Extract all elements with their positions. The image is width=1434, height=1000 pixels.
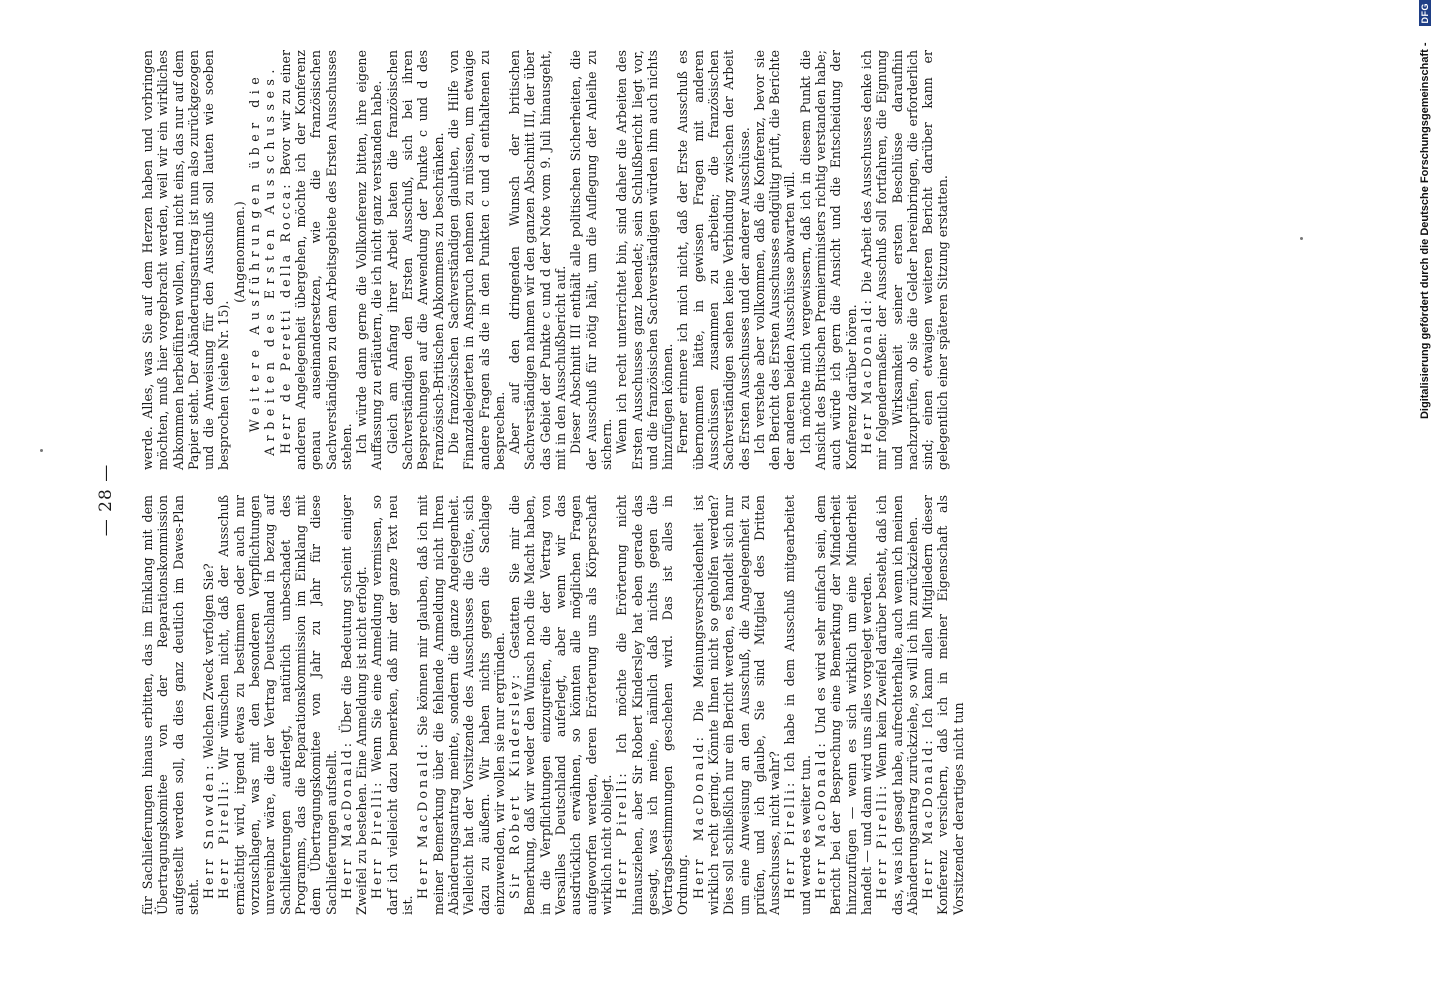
scan-speck xyxy=(40,449,43,452)
paragraph xyxy=(507,50,568,470)
paragraph xyxy=(813,495,874,915)
speaker-name: Herr de Peretti della Rocca: xyxy=(277,181,293,454)
paragraph xyxy=(752,50,798,470)
paragraph-text: Über die Bedeutung scheint einiger Zweifel zu bestehen. Eine Anmeldung ist nicht erfolgt. xyxy=(338,495,370,915)
paragraph xyxy=(507,495,614,915)
paragraph xyxy=(614,495,690,915)
paragraph xyxy=(568,50,614,470)
paragraph-text: Gestatten Sie mir die Bemerkung, daß wir weder den Wunsch noch die Macht haben, in die Verpflichtungen einzugreifen, die der Vertrag von Versailles Deutschland auferlegt, aber wenn wir das ausdrücklich erwähnen, so könnten alle möglichen Fragen aufgeworfen werden, deren Erörterung uns als Körperschaft wirklich nicht obliegt. xyxy=(507,495,614,915)
paragraph-text: Bevor wir zu einer anderen Angelegenheit übergehen, möchte ich der Konferenz genau auseinandersetzen, wie die französischen Sachverständigen zu dem Arbeitsgebiete des Ersten Ausschusses stehen. xyxy=(277,50,354,470)
paragraph-text: Ich würde dann gerne die Vollkonferenz bitten, ihre eigene Auffassung zu erläutern, die ich nicht ganz verstanden habe. xyxy=(354,50,385,470)
speaker-name: Herr Pirelli: xyxy=(782,779,798,899)
paragraph xyxy=(691,495,783,915)
left-text-column xyxy=(140,495,966,915)
right-text-column xyxy=(140,50,951,470)
paragraph xyxy=(874,495,920,915)
speaker-name: Herr Snowden: xyxy=(201,762,217,899)
paragraph-text: Die Arbeit des Ausschusses denke ich mir folgendermaßen: der Ausschuß soll fortfahren, die Eignung und Wirksamkeit seiner ersten Beschlüsse daraufhin nachzuprüfen, ob sie die Gelder hereinbringen, die erforderlich sind; einen etwaigen weiteren Bericht darüber kann er gelegentlich einer späteren Sitzung erstatten. xyxy=(858,50,951,470)
scan-speck xyxy=(1300,237,1303,240)
paragraph-text: Ferner erinnere ich mich nicht, daß der Erste Ausschuß es übernommen hätte, in gewissen Fragen mit anderen Ausschüssen zusammen zu arbeiten; die französischen Sachverständigen sehen keine Verbindung zwischen der Arbeit des Ersten Ausschusses und der anderer Ausschüsse. xyxy=(675,50,752,470)
paragraph-text: Dieser Abschnitt III enthält alle politischen Sicherheiten, die der Ausschuß für nötig hält, um die Auflegung der Anleihe zu sichern. xyxy=(568,50,614,470)
paragraph-text: Sie können mir glauben, daß ich mit meiner Bemerkung über die fehlende Anmeldung nicht Ihren Abänderungsantrag meinte, sondern die ganze Angelegenheit. Vielleicht hat der Vorsitzende des Ausschusses die Güte, sich dazu zu äußern. Wir haben nichts gegen die Sachlage einzuwenden, wir wollen sie nur ergründen. xyxy=(415,495,507,915)
paragraph xyxy=(385,50,446,470)
speaker-name: Herr MacDonald: xyxy=(813,740,829,899)
paragraph xyxy=(232,50,247,470)
paragraph-text: Gleich am Anfang ihrer Arbeit baten die französischen Sachverständigen den Ersten Ausschuß, sich bei ihren Besprechungen auf die Anwendung der Punkte c und d des Französisch-Britischen Abkommens zu beschränken. xyxy=(384,50,446,470)
paragraph-text: Ich habe in dem Ausschuß mitgearbeitet und werde es weiter tun. xyxy=(782,494,813,915)
speaker-name: Herr Pirelli: xyxy=(216,778,232,899)
paragraph xyxy=(446,50,507,470)
paragraph xyxy=(859,50,951,470)
paragraph-text: Aber auf den dringenden Wunsch der britischen Sachverständigen nahmen wir den ganzen Abschnitt III, der über das Gebiet der Punkte c und d der Note vom 9. Juli hinausgeht, mit in den Ausschußbericht auf. xyxy=(507,50,569,470)
paragraph-text: Und es wird sehr einfach sein, dem Bericht bei der Besprechung eine Bemerkung der Minderheit hinzuzufügen — wenn es sich wirklich um eine Minderheit handelt — und dann wird uns alles vorgelegt werden. xyxy=(813,495,874,915)
paragraph xyxy=(614,50,675,470)
paragraph xyxy=(920,495,966,915)
paragraph xyxy=(369,495,415,915)
paragraph-text: werde. Alles, was Sie auf dem Herzen haben und vorbringen möchten, muß hier vorgebracht werden, weil wir ein wirkliches Abkommen herbeiführen wollen, und nicht eins, das nur auf dem Papier steht. Der Abänderungsantrag ist nun also zurückgezogen und die Anweisung für den Ausschuß soll lauten wie soeben besprochen (siehe Nr. 15). xyxy=(140,50,232,470)
section-heading: Weitere Ausführungen über die Arbeiten des Ersten Ausschusses. xyxy=(247,64,278,456)
paragraph-text: Ich möchte mich vergewissern, daß ich in diesem Punkt die Ansicht des Britischen Premierministers richtig verstanden habe; auch würde ich gern die Ansicht und die Entscheidung der Konferenz darüber hören. xyxy=(797,50,859,470)
paragraph xyxy=(201,495,216,915)
paragraph-text: Wenn ich recht unterrichtet bin, sind daher die Arbeiten des Ersten Ausschusses ganz beendet; sein Schlußbericht liegt vor, und die französischen Sachverständigen würden ihm auch nichts hinzufügen können. xyxy=(614,50,676,470)
paragraph-text: Ich möchte die Erörterung nicht hinausziehen, aber Sir Robert Kindersley hat eben gerade das gesagt, was ich meine, nämlich daß nichts gegen die Vertragsbestimmungen geschehen wird. Das ist alles in Ordnung. xyxy=(614,495,691,915)
speaker-name: Herr MacDonald: xyxy=(338,740,354,899)
paragraph xyxy=(339,495,370,915)
paragraph-text: Die französischen Sachverständigen glaubten, die Hilfe von Finanzdelegierten in Anspruch nehmen zu müssen, um etwaige andere Fragen als die in den Punkten c und d enthaltenen zu besprechen. xyxy=(445,50,507,470)
dfg-logo-icon: DFG xyxy=(1419,0,1431,27)
page-number: — 28 — xyxy=(96,463,116,537)
paragraph xyxy=(782,495,813,915)
paragraph xyxy=(798,50,859,470)
paragraph-text: Die Meinungsverschiedenheit ist wirklich recht gering. Könnte Ihnen nicht so geholfen werden? Dies soll schließlich nur ein Bericht werden, es handelt sich nur um eine Anweisung an den Ausschuß, die Angelegenheit zu prüfen, und ich glaube, Sie sind Mitglied des Dritten Ausschusses, nicht wahr? xyxy=(690,495,783,915)
speaker-name: Sir Robert Kindersley: xyxy=(507,671,523,899)
speaker-name: Herr MacDonald: xyxy=(920,737,936,899)
paragraph-text: Welchen Zweck verfolgen Sie? xyxy=(201,563,217,763)
paragraph-text: Wenn Sie eine Anmeldung vermissen, so darf ich vielleicht dazu bemerken, daß mir der ganze Text neu ist. xyxy=(369,495,416,915)
paragraph-text: Ich kann allen Mitgliedern dieser Konferenz versichern, daß ich in meiner Eigenschaft als Vorsitzender derartiges nicht tun xyxy=(920,495,966,915)
dfg-watermark xyxy=(1404,0,1434,1000)
paragraph xyxy=(278,50,354,470)
paragraph xyxy=(675,50,751,470)
speaker-name: Herr Pirelli: xyxy=(874,782,890,899)
paragraph xyxy=(354,50,385,470)
paragraph xyxy=(415,495,507,915)
paragraph-text: Ich verstehe aber vollkommen, daß die Konferenz, bevor sie den Bericht des Ersten Ausschusses endgültig prüft, die Berichte der anderen beiden Ausschüsse abwarten will. xyxy=(751,50,798,470)
paragraph xyxy=(216,495,338,915)
speaker-name: Herr Pirelli: xyxy=(369,779,385,899)
speaker-name: Herr MacDonald: xyxy=(858,297,874,454)
paragraph-text: (Angenommen.) xyxy=(231,201,247,303)
watermark-text: Digitalisierung gefördert durch die Deutsche Forschungsgemeinschaft - xyxy=(1419,42,1431,420)
speaker-name: Herr Pirelli: xyxy=(614,770,630,899)
paragraph-text: Wenn kein Zweifel darüber besteht, daß ich das, was ich gesagt habe, aufrechterhalte, auch wenn ich meinen Abänderungsantrag zurückziehe, so will ich ihn zurückziehen. xyxy=(874,494,920,915)
paragraph-text: Wir wünschen nicht, daß der Ausschuß ermächtigt wird, irgend etwas zu bestimmen oder auch nur vorzuschlagen, was mit den besonderen Verpflichtungen unvereinbar wäre, die der Vertrag Deutschland in bezug auf Sachlieferungen auferlegt, natürlich unbeschadet des Programms, das die Reparationskommission im Einklang mit dem Übertragungskomitee von Jahr zu Jahr für diese Sachlieferungen aufstellt. xyxy=(216,494,339,915)
speaker-name: Herr MacDonald: xyxy=(690,734,706,899)
paragraph-text: für Sachlieferungen hinaus erbitten, das im Einklang mit dem Übertragungskomitee von der Reparationskommission aufgestellt werden soll, da dies ganz deutlich im Dawes-Plan steht. xyxy=(140,495,201,915)
paragraph xyxy=(140,50,232,470)
paragraph xyxy=(140,495,201,915)
speaker-name: Herr MacDonald: xyxy=(415,741,431,899)
